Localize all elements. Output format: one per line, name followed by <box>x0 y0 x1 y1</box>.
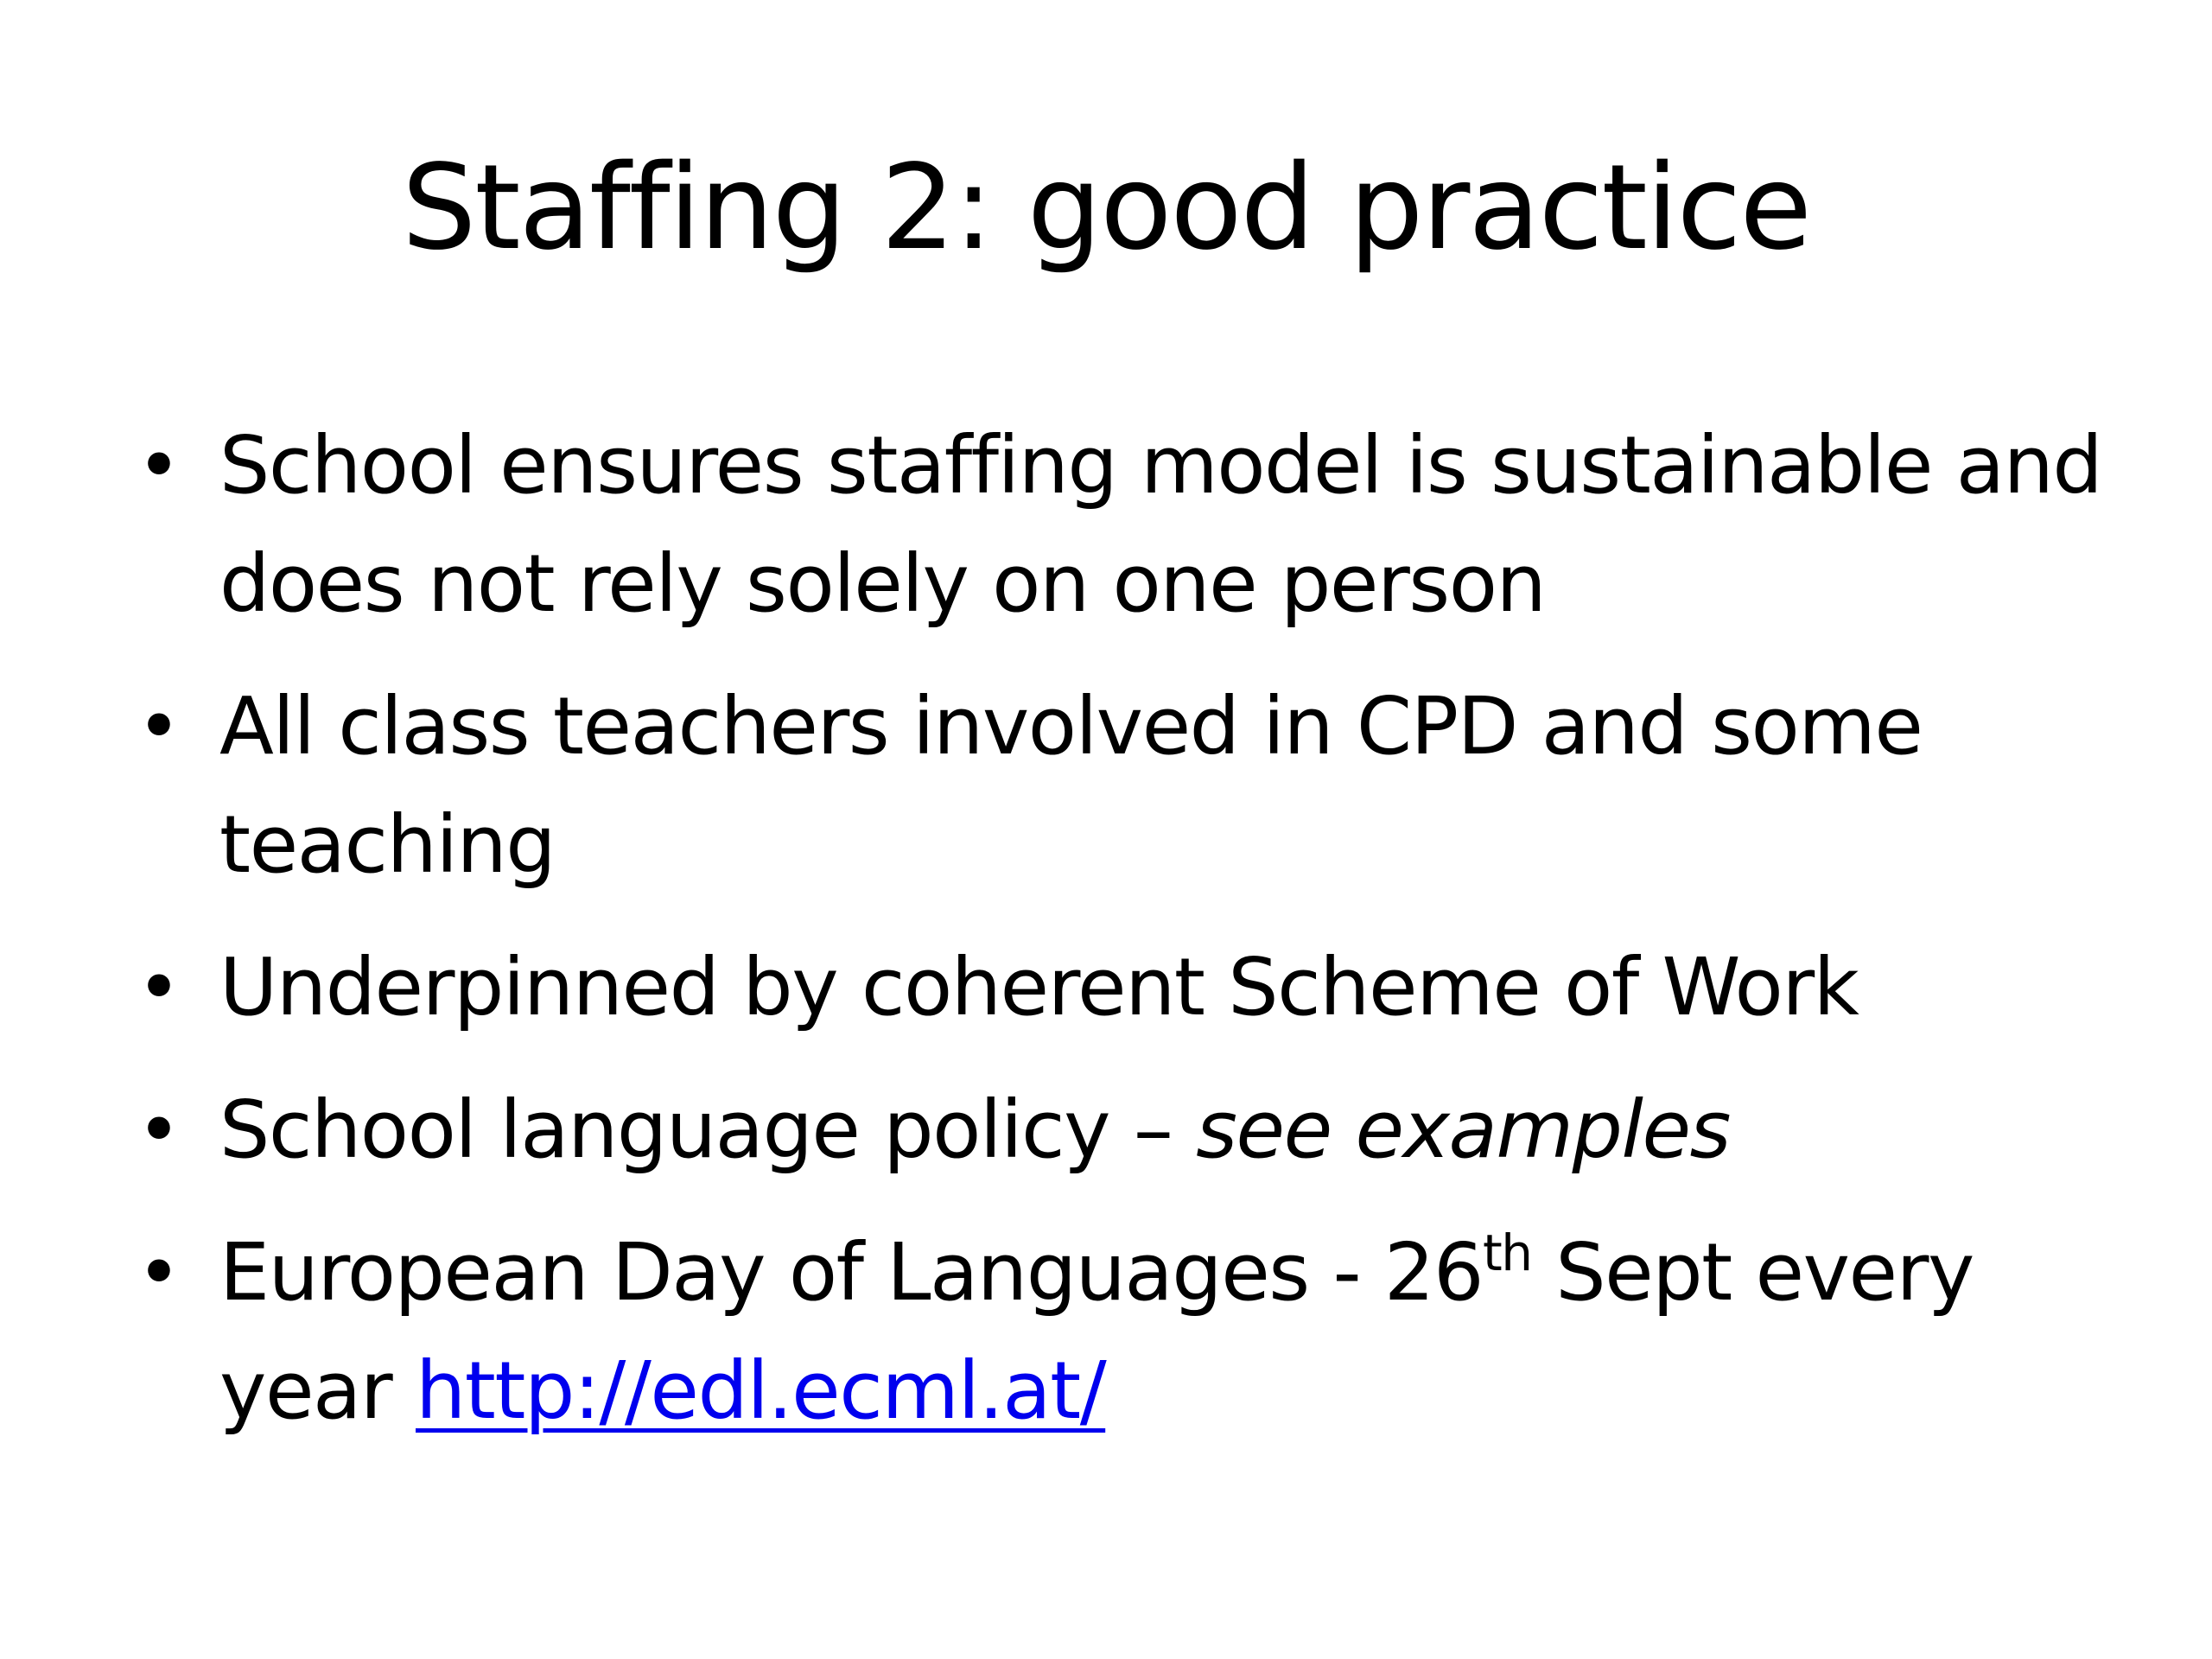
bullet-text: School language policy – <box>219 1084 1197 1176</box>
bullet-text: All class teachers involved in CPD and some teaching <box>219 680 1923 891</box>
bullet-marker: • <box>137 682 181 771</box>
bullet-item-staffing-model <box>130 406 2117 643</box>
bullet-item-scheme-of-work <box>130 928 2117 1046</box>
bullet-item-language-policy <box>130 1071 2117 1189</box>
bullet-marker: • <box>137 1085 181 1174</box>
bullet-italic-text: see examples <box>1196 1084 1730 1176</box>
superscript-th: th <box>1483 1224 1532 1282</box>
bullet-text: Underpinned by coherent Scheme of Work <box>219 941 1859 1033</box>
bullet-item-european-day <box>130 1213 2117 1450</box>
slide-title: Staffing 2: good practice <box>401 140 1811 276</box>
bullet-text: European Day of Languages - 26 <box>219 1226 1483 1319</box>
bullet-marker: • <box>137 421 181 510</box>
bullet-marker: • <box>137 1228 181 1317</box>
bullet-text-after: Sept every year <box>219 1226 1998 1437</box>
bullet-list <box>130 406 2117 1474</box>
bullet-marker: • <box>137 943 181 1032</box>
edl-link[interactable]: http://edl.ecml.at/ <box>416 1344 1106 1437</box>
bullet-text: School ensures staffing model is sustainable and does not rely solely on one person <box>219 419 2102 630</box>
bullet-item-class-teachers <box>130 667 2117 904</box>
